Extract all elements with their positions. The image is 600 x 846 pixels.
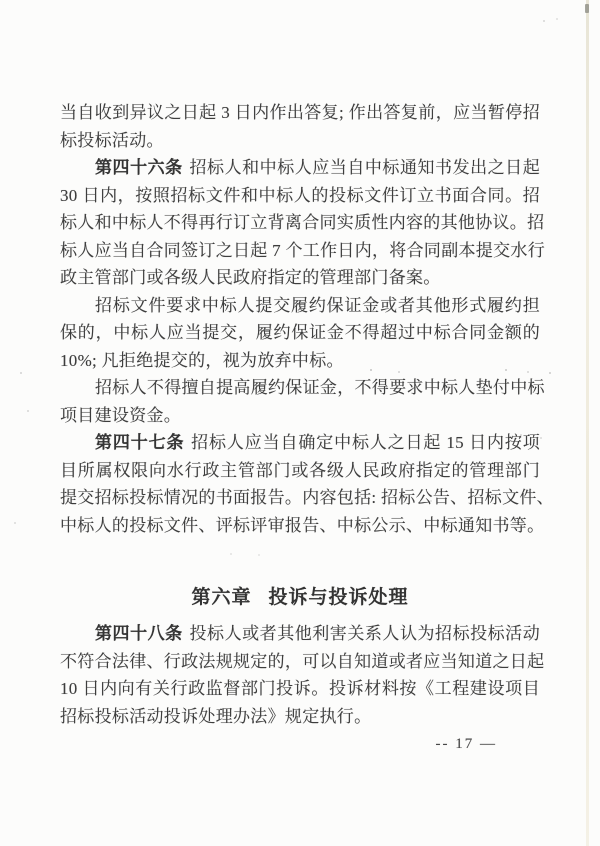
text-line: 目所属权限向水行政主管部门或各级人民政府指定的管理部门	[60, 460, 540, 480]
article-number: 第四十八条	[95, 624, 183, 643]
text-line: 项目建设资金。	[60, 405, 182, 425]
article-number: 第四十七条	[95, 433, 185, 452]
article-number: 第四十六条	[95, 158, 183, 177]
chapter-number: 第六章	[191, 587, 252, 608]
paragraph	[60, 292, 540, 375]
text-line: 招标文件要求中标人提交履约保证金或者其他形式履约担	[95, 295, 540, 315]
text-line: 当自收到异议之日起 3 日内作出答复; 作出答复前，应当暂停招	[60, 103, 540, 122]
text-line: 政主管部门或各级人民政府指定的管理部门备案。	[60, 268, 441, 287]
text-line: 提交招标投标情况的书面报告。内容包括: 招标公告、招标文件、	[60, 488, 554, 507]
text-line: 第四十六条 招标人和中标人应当自中标通知书发出之日起	[95, 158, 541, 177]
page-number: -- 17 —	[435, 736, 497, 752]
paragraph	[60, 620, 545, 730]
text-line: 招标人不得擅自提高履约保证金，不得要求中标人垫付中标	[95, 378, 545, 397]
paragraph	[60, 374, 545, 429]
text-line: 30 日内，按照招标文件和中标人的投标文件订立书面合同。招	[60, 185, 540, 205]
text-line: 第四十七条 招标人应当自确定中标人之日起 15 日内按项	[95, 433, 541, 452]
text-line: 中标人的投标文件、评标评审报告、中标公示、中标通知书等。	[60, 515, 545, 535]
text-line: 标投标活动。	[60, 130, 164, 150]
paragraph	[60, 429, 554, 539]
chapter-heading	[60, 583, 540, 613]
text-line: 招标投标活动投诉处理办法》规定执行。	[60, 706, 372, 726]
text-line: 标人和中标人不得再行订立背离合同实质性内容的其他协议。招	[60, 213, 545, 232]
text-line: 不符合法律、行政法规规定的，可以自知道或者应当知道之日起	[60, 651, 545, 671]
text-line: 保的，中标人应当提交，履约保证金不得超过中标合同金额的	[60, 323, 540, 342]
text-line: 第四十八条 投标人或者其他利害关系人认为招标投标活动	[95, 624, 541, 643]
chapter-title: 投诉与投诉处理	[268, 587, 409, 608]
paragraph	[60, 99, 540, 154]
paragraph	[60, 154, 545, 292]
text-line: 标人应当自合同签订之日起 7 个工作日内，将合同副本提交水行	[60, 240, 545, 260]
text-line: 10 日内向有关行政监督部门投诉。投诉材料按《工程建设项目	[60, 679, 540, 698]
text-line: 10%; 凡拒绝提交的，视为放弃中标。	[60, 350, 344, 370]
